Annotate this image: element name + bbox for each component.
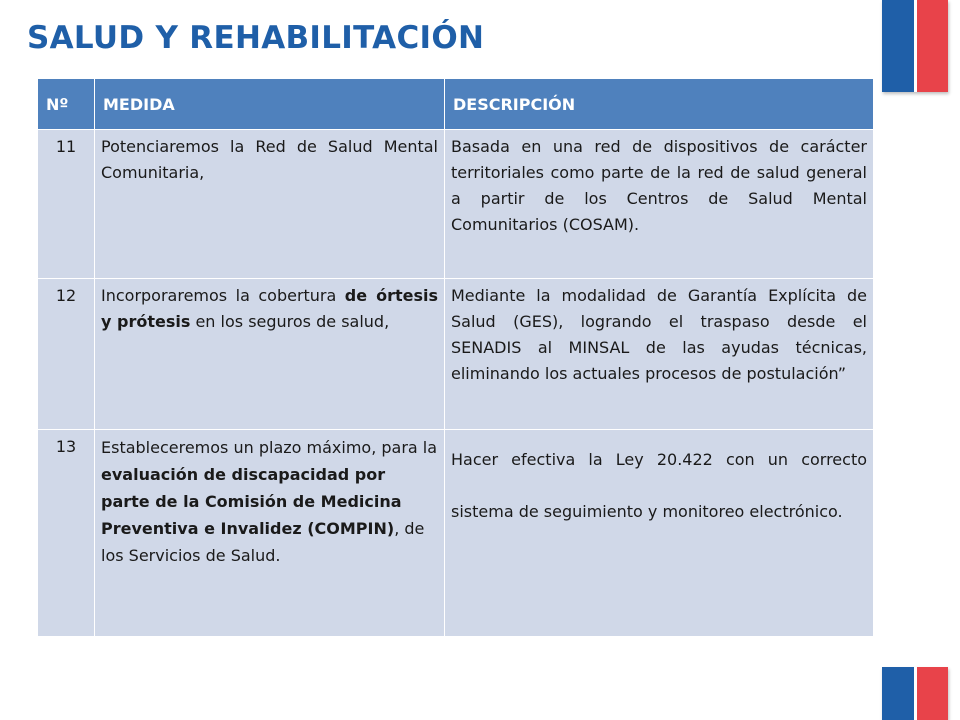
table-row [38,279,874,430]
chile-flag-emblem-bottom [882,667,948,720]
row-num: 11 [38,130,95,279]
measures-table [37,78,874,637]
row-descripcion: Mediante la modalidad de Garantía Explícita de Salud (GES), logrando el traspaso desde el SENADIS al MINSAL de las ayudas técnicas, eliminando los actuales procesos de postulación” [445,279,874,430]
table-header-row [38,79,874,130]
medida-emphasis: evaluación de discapacidad por parte de la Comisión de Medicina Preventiva e Invalidez (COMPIN) [101,465,402,538]
row-medida: Potenciaremos la Red de Salud Mental Comunitaria, [95,130,445,279]
header-descripcion: DESCRIPCIÓN [445,79,874,130]
row-descripcion: Hacer efectiva la Ley 20.422 con un correcto sistema de seguimiento y monitoreo electrónico. [445,430,874,637]
row-num: 12 [38,279,95,430]
table-row [38,130,874,279]
header-medida: MEDIDA [95,79,445,130]
row-medida: Estableceremos un plazo máximo, para la evaluación de discapacidad por parte de la Comisión de Medicina Preventiva e Invalidez (COMPIN), de los Servicios de Salud. [95,430,445,637]
page-title: SALUD Y REHABILITACIÓN [27,20,485,56]
row-medida: Incorporaremos la cobertura de órtesis y prótesis en los seguros de salud, [95,279,445,430]
row-num: 13 [38,430,95,637]
row-descripcion: Basada en una red de dispositivos de carácter territoriales como parte de la red de salud general a partir de los Centros de Salud Mental Comunitarios (COSAM). [445,130,874,279]
medida-emphasis: de órtesis y prótesis [101,286,438,331]
table-row [38,430,874,637]
chile-flag-emblem-top [882,0,948,92]
header-num: Nº [38,79,95,130]
